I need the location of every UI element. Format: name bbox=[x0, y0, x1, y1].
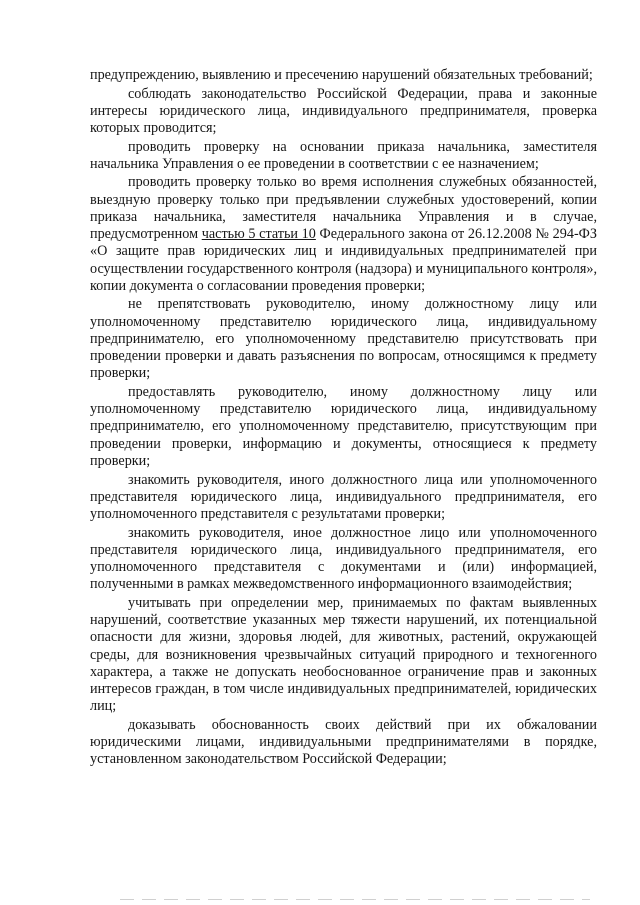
paragraph-4-text-before: проводить проверку только во время исполнения служебных обязанностей, выездную проверку только при предъявлении служебных удостоверений, копии приказа начальника, заместителя начальника Управления и в случае, предусмотренном bbox=[90, 174, 597, 243]
law-article-link[interactable]: частью 5 статьи 10 bbox=[201, 226, 316, 243]
paragraph-3: проводить проверку на основании приказа начальника, заместителя начальника Управления о ее проведении в соответствии с ее назначением; bbox=[90, 138, 597, 172]
paragraph-10: доказывать обоснованность своих действий при их обжаловании юридическими лицами, индивидуальными предпринимателями в порядке, установленном законодательством Российской Федерации; bbox=[90, 716, 597, 768]
scan-footer-artifact bbox=[120, 899, 590, 900]
paragraph-5: не препятствовать руководителю, иному должностному лицу или уполномоченному представителю юридического лица, индивидуальному предпринимателю, его уполномоченному представителю присутствовать при проведении проверки и давать разъяснения по вопросам, относящимся к предмету проверки; bbox=[90, 296, 597, 382]
paragraph-1: предупреждению, выявлению и пресечению нарушений обязательных требований; bbox=[90, 67, 593, 83]
paragraph-9: учитывать при определении мер, принимаемых по фактам выявленных нарушений, соответствие указанных мер тяжести нарушений, их потенциальной опасности для жизни, здоровья людей, для животных, растений, окружающей среды, для возникновения чрезвычайных ситуаций природного и техногенного характера, а также не допускать необоснованное ограничение прав и законных интересов граждан, в том числе индивидуальных предпринимателей, юридических лиц; bbox=[90, 594, 597, 715]
paragraph-8: знакомить руководителя, иное должностное лицо или уполномоченного представителя юридического лица, индивидуального предпринимателя, его уполномоченного представителя с документами и (или) информацией, полученными в рамках межведомственного информационного взаимодействия; bbox=[90, 524, 597, 593]
paragraph-2: соблюдать законодательство Российской Федерации, права и законные интересы юридического лица, индивидуального предпринимателя, проверка которых проводится; bbox=[90, 85, 597, 137]
document-page bbox=[90, 67, 597, 770]
paragraph-6: предоставлять руководителю, иному должностному лицу или уполномоченному представителю юридического лица, индивидуальному предпринимателю, его уполномоченному представителю, присутствующим при проведении проверки, информацию и документы, относящиеся к предмету проверки; bbox=[90, 383, 597, 469]
paragraph-4 bbox=[90, 174, 597, 295]
paragraph-7: знакомить руководителя, иного должностного лица или уполномоченного представителя юридического лица, индивидуального предпринимателя, его уполномоченного представителя с результатами проверки; bbox=[90, 471, 597, 523]
paragraph-4-text-after: Федерального закона от 26.12.2008 № 294-ФЗ «О защите прав юридических лиц и индивидуальных предпринимателей при осуществлении государственного контроля (надзора) и муниципального контроля», копии документа о согласовании проведения проверки; bbox=[90, 226, 598, 294]
